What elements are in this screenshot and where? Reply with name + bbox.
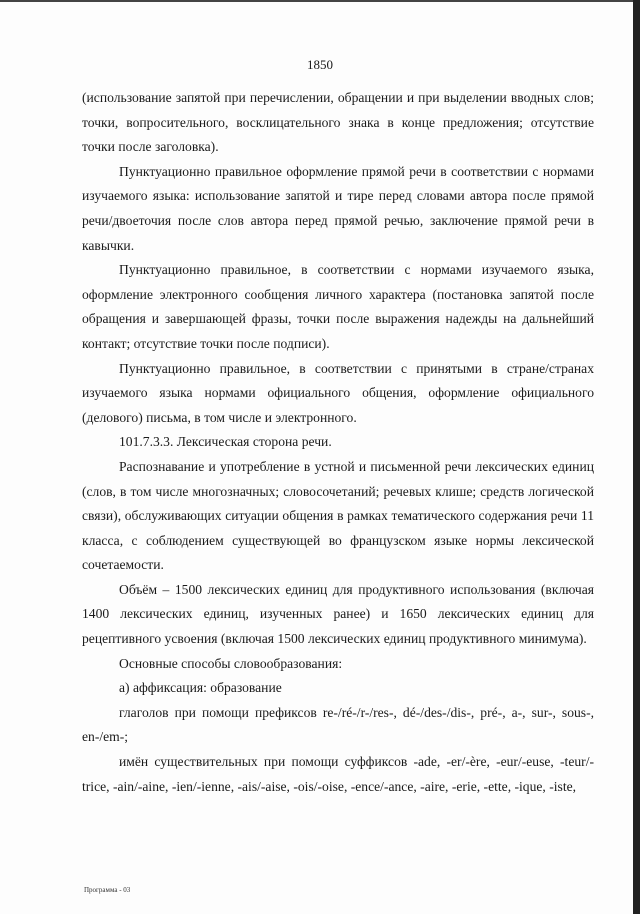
body-text [82,86,594,799]
paragraph-direct-speech: Пунктуационно правильное оформление прямой речи в соответствии с нормами изучаемого языка: использование запятой и тире перед словами автора после прямой речи/двоеточия после слов автора перед прямой речью, заключение прямой речи в кавычки. [82,163,594,253]
section-heading-lexical: 101.7.3.3. Лексическая сторона речи. [119,434,332,450]
paragraph-email-personal: Пунктуационно правильное, в соответствии с нормами изучаемого языка, оформление электронного сообщения личного характера (постановка запятой после обращения и завершающей фразы, точки после выражения надежды на дальнейший контакт; отсутствие точки после подписи). [82,262,594,351]
paragraph-lexical-units: Распознавание и употребление в устной и письменной речи лексических единиц (слов, в том числе многозначных; словосочетаний; речевых клише; средств логической связи), обслуживающих ситуации общения в рамках тематического содержания речи 11 класса, с соблюдением существующей во французском языке нормы лексической сочетаемости. [82,458,594,573]
scan-edge-top [0,0,640,2]
paragraph-punctuation-intro: (использование запятой при перечислении, обращении и при выделении вводных слов; точки, вопросительного, восклицательного знака в конце предложения; отсутствие точки после заголовка). [82,90,594,155]
paragraph-volume: Объём – 1500 лексических единиц для продуктивного использования (включая 1400 лексических единиц, изученных ранее) и 1650 лексических единиц для рецептивного усвоения (включая 1500 лексических единиц продуктивного минимума). [82,581,594,647]
paragraph-verb-prefixes: глаголов при помощи префиксов re-/ré-/r-/res-, dé-/des-/dis-, pré-, a-, sur-, sous-, en-/em-; [82,704,594,745]
paragraph-affixation: а) аффиксация: образование [119,680,282,696]
paragraph-official-letter: Пунктуационно правильное, в соответствии с принятыми в стране/странах изучаемого языка нормами официального общения, оформление официального (делового) письма, в том числе и электронного. [82,360,594,425]
paragraph-word-formation: Основные способы словообразования: [119,655,343,671]
scan-edge-right [633,0,640,914]
paragraph-noun-suffixes: имён существительных при помощи суффиксов -ade, -er/-ère, -eur/-euse, -teur/-trice, -ain/-aine, -ien/-ienne, -ais/-aise, -ois/-oise, -ence/-ance, -aire, -erie, -ette, -ique, -iste, [82,754,594,794]
footer-program-label: Программа - 03 [84,886,131,894]
page-number: 1850 [307,57,333,72]
